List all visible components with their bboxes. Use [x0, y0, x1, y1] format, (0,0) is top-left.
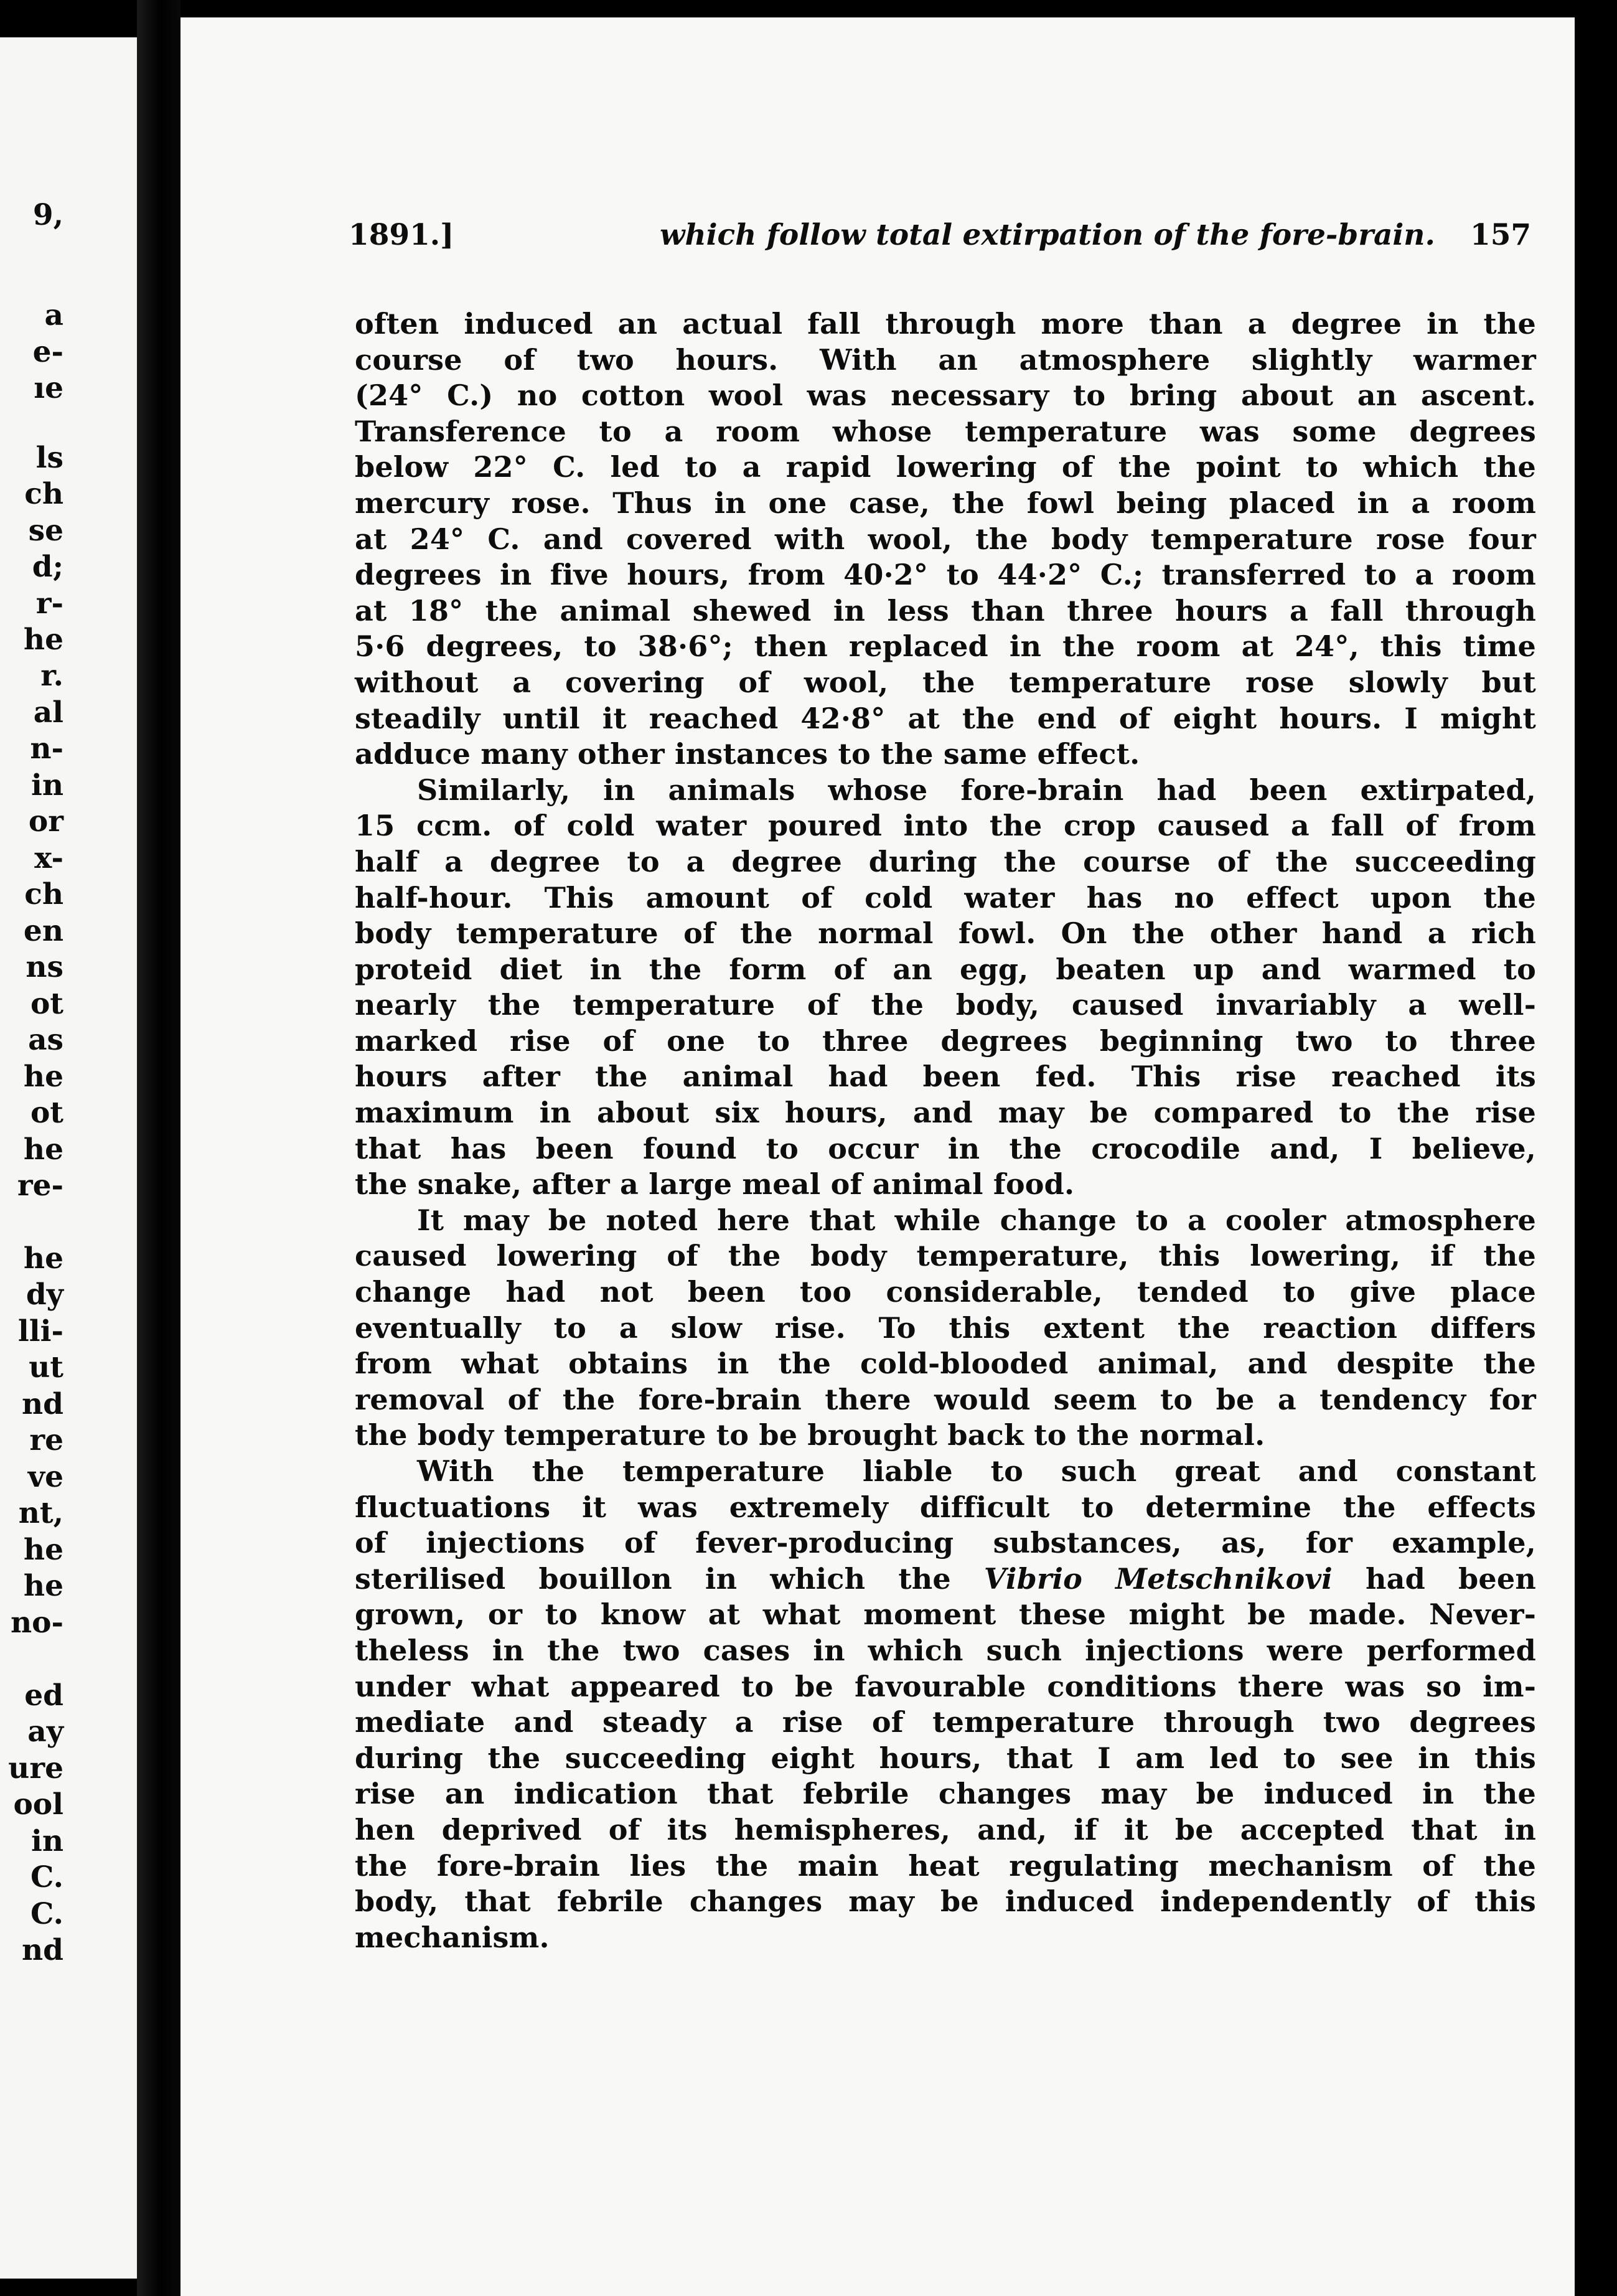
- previous-page-fragment: in: [30, 1824, 63, 1858]
- text-line: theless in the two cases in which such injections were performed: [355, 1633, 1536, 1667]
- previous-page-fragment: ns: [26, 950, 63, 984]
- previous-page-fragment: r.: [40, 659, 63, 693]
- previous-page-fragment: ot: [30, 1096, 63, 1130]
- previous-page-fragment: a: [44, 298, 63, 332]
- text-line: Transference to a room whose temperature was some degrees: [355, 414, 1536, 448]
- previous-page-fragment: nd: [21, 1933, 63, 1967]
- previous-page-fragment: dy: [26, 1277, 63, 1312]
- previous-page-fragment: or: [28, 804, 63, 839]
- book-page: [180, 17, 1575, 2296]
- previous-page-fragment: lli-: [17, 1314, 63, 1348]
- previous-page-fragment: no-: [10, 1606, 63, 1640]
- text-line: hen deprived of its hemispheres, and, if it be accepted that in: [355, 1812, 1536, 1847]
- previous-page-fragment: nd: [21, 1387, 63, 1421]
- text-line: mechanism.: [355, 1920, 550, 1954]
- text-line: Similarly, in animals whose fore-brain had been extirpated,: [417, 773, 1536, 807]
- previous-page-fragment: ch: [24, 877, 63, 911]
- text-segment: sterilised bouillon in which the: [355, 1561, 951, 1596]
- text-line: at 24° C. and covered with wool, the body temperature rose four: [355, 522, 1536, 556]
- previous-page-fragment: he: [23, 1241, 63, 1276]
- text-line: It may be noted here that while change to a cooler atmosphere: [417, 1203, 1536, 1237]
- text-line: from what obtains in the cold-blooded animal, and despite the: [355, 1347, 1536, 1381]
- previous-page-fragment: he: [23, 1533, 63, 1567]
- text-line: the snake, after a large meal of animal food.: [355, 1167, 1075, 1202]
- scan-border: [1575, 0, 1617, 2296]
- running-head-year: 1891.]: [349, 218, 454, 252]
- text-line: often induced an actual fall through more than a degree in the: [355, 307, 1536, 341]
- previous-page-fragment: nt,: [18, 1496, 63, 1530]
- text-line: rise an indication that febrile changes may be induced in the: [355, 1777, 1536, 1811]
- text-line: under what appeared to be favourable conditions there was so im-: [355, 1669, 1536, 1703]
- text-line: mediate and steady a rise of temperature through two degrees: [355, 1705, 1536, 1739]
- text-line: below 22° C. led to a rapid lowering of the point to which the: [355, 450, 1536, 484]
- running-head: [349, 218, 1531, 261]
- text-line: degrees in five hours, from 40·2° to 44·2° C.; transferred to a room: [355, 558, 1536, 592]
- text-line: body temperature of the normal fowl. On the other hand a rich: [355, 916, 1536, 951]
- previous-page-fragment: C.: [30, 1860, 63, 1894]
- previous-page-strip: [0, 37, 137, 2279]
- running-head-title: which follow total extirpation of the fore-brain.: [660, 218, 1435, 252]
- previous-page-fragment: ure: [8, 1751, 63, 1786]
- previous-page-fragment: r-: [35, 586, 63, 621]
- text-line: adduce many other instances to the same effect.: [355, 737, 1140, 771]
- text-line: half a degree to a degree during the course of the succeeding: [355, 844, 1536, 878]
- previous-page-fragment: he: [23, 1569, 63, 1603]
- text-line: caused lowering of the body temperature, this lowering, if the: [355, 1239, 1536, 1273]
- text-line: [355, 1561, 1536, 1597]
- previous-page-fragment: ch: [24, 477, 63, 511]
- text-line: (24° C.) no cotton wool was necessary to bring about an ascent.: [355, 379, 1536, 413]
- body-text: [355, 306, 1536, 1955]
- text-line: steadily until it reached 42·8° at the end of eight hours. I might: [355, 701, 1536, 735]
- page-number: 157: [1470, 218, 1532, 252]
- previous-page-fragment: ed: [24, 1678, 63, 1713]
- previous-page-fragment: in: [30, 768, 63, 802]
- text-line: change had not been too considerable, tended to give place: [355, 1275, 1536, 1309]
- previous-page-fragment: 9,: [32, 198, 63, 232]
- previous-page-fragment: re: [29, 1423, 63, 1457]
- previous-page-fragment: he: [23, 1132, 63, 1167]
- text-line: of injections of fever-producing substances, as, for example,: [355, 1526, 1536, 1560]
- previous-page-fragment: e-: [32, 335, 63, 369]
- previous-page-fragment: as: [28, 1023, 63, 1057]
- text-line: hours after the animal had been fed. This rise reached its: [355, 1060, 1536, 1094]
- page-gutter: [137, 0, 180, 2296]
- text-segment: had been: [1366, 1561, 1537, 1596]
- text-line: at 18° the animal shewed in less than three hours a fall through: [355, 593, 1536, 628]
- previous-page-fragment: d;: [32, 550, 63, 584]
- previous-page-fragment: C.: [30, 1897, 63, 1931]
- text-line: removal of the fore-brain there would seem to be a tendency for: [355, 1382, 1536, 1416]
- species-name: Vibrio Metschnikovi: [983, 1561, 1333, 1596]
- text-line: proteid diet in the form of an egg, beaten up and warmed to: [355, 952, 1536, 986]
- text-line: half-hour. This amount of cold water has no effect upon the: [355, 880, 1536, 915]
- previous-page-fragment: ls: [35, 441, 63, 475]
- text-line: marked rise of one to three degrees beginning two to three: [355, 1023, 1536, 1058]
- text-line: fluctuations it was extremely difficult to determine the effects: [355, 1490, 1536, 1524]
- previous-page-fragment: re-: [17, 1169, 63, 1203]
- text-line: during the succeeding eight hours, that I am led to see in this: [355, 1741, 1536, 1775]
- previous-page-fragment: ve: [27, 1460, 63, 1494]
- previous-page-fragment: ay: [27, 1715, 63, 1749]
- text-line: that has been found to occur in the crocodile and, I believe,: [355, 1131, 1536, 1165]
- previous-page-fragment: ot: [30, 987, 63, 1021]
- previous-page-fragment: ıe: [34, 371, 63, 405]
- previous-page-fragment: x-: [34, 841, 63, 875]
- text-line: mercury rose. Thus in one case, the fowl being placed in a room: [355, 486, 1536, 520]
- previous-page-fragment: he: [23, 1060, 63, 1094]
- previous-page-fragment: n-: [30, 732, 63, 766]
- previous-page-fragment: he: [23, 623, 63, 657]
- text-line: course of two hours. With an atmosphere slightly warmer: [355, 342, 1536, 377]
- text-line: the body temperature to be brought back to the normal.: [355, 1418, 1265, 1452]
- text-line: 5·6 degrees, to 38·6°; then replaced in the room at 24°, this time: [355, 629, 1536, 664]
- text-line: maximum in about six hours, and may be compared to the rise: [355, 1096, 1536, 1130]
- text-line: 15 ccm. of cold water poured into the crop caused a fall of from: [355, 809, 1536, 843]
- previous-page-fragment: se: [28, 514, 63, 548]
- text-line: without a covering of wool, the temperature rose slowly but: [355, 665, 1536, 699]
- text-line: the fore-brain lies the main heat regulating mechanism of the: [355, 1848, 1536, 1883]
- text-line: nearly the temperature of the body, caused invariably a well-: [355, 988, 1536, 1022]
- text-line: grown, or to know at what moment these might be made. Never-: [355, 1597, 1536, 1632]
- previous-page-fragment: ut: [29, 1350, 63, 1385]
- text-line: body, that febrile changes may be induced independently of this: [355, 1884, 1536, 1919]
- previous-page-fragment: en: [23, 914, 63, 948]
- text-line: With the temperature liable to such great and constant: [417, 1454, 1536, 1488]
- previous-page-fragment: ool: [13, 1787, 63, 1822]
- text-line: eventually to a slow rise. To this extent the reaction differs: [355, 1310, 1536, 1345]
- previous-page-fragment: al: [33, 695, 63, 730]
